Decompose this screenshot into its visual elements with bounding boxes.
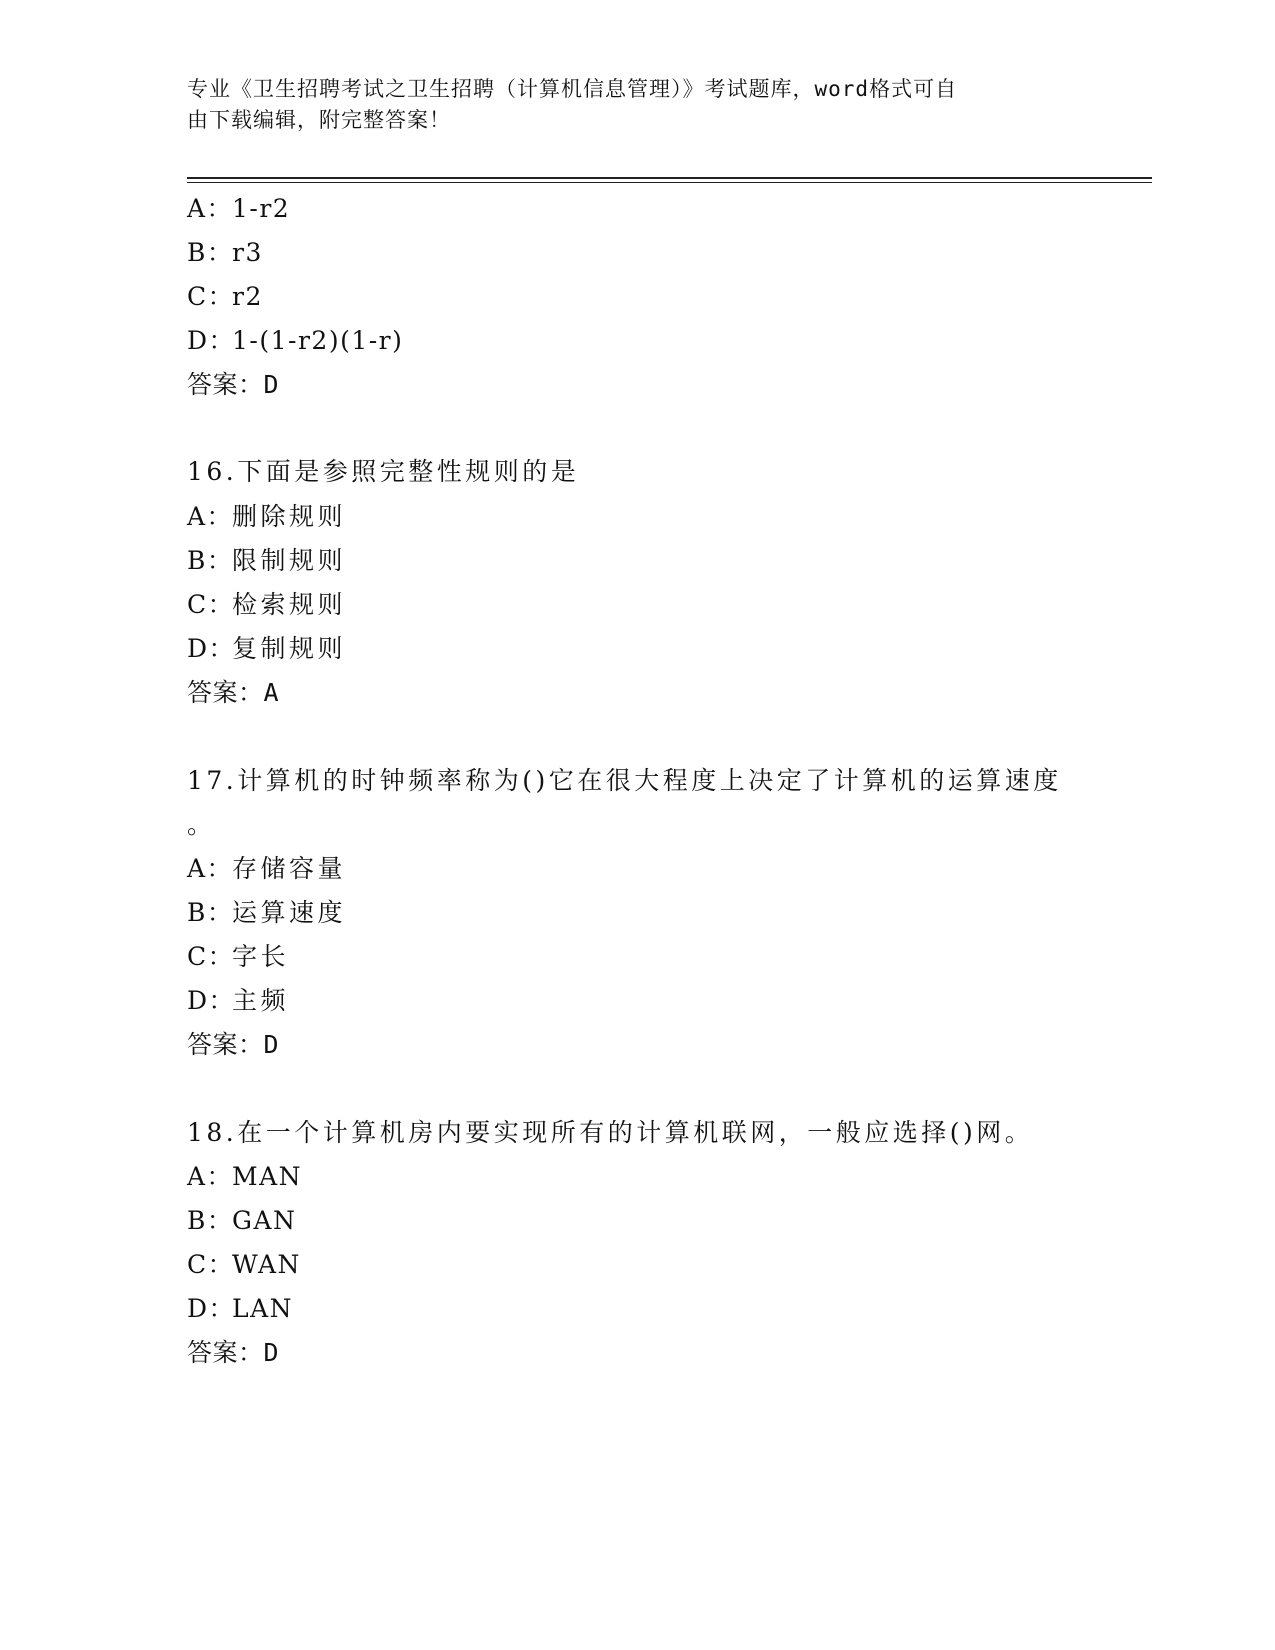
option-key: B：	[187, 898, 234, 927]
option-text: LAN	[232, 1294, 294, 1323]
option-key: A：	[187, 194, 234, 223]
q17-option-a	[187, 852, 346, 886]
q16-option-c	[187, 588, 346, 622]
q18-question: 18.在一个计算机房内要实现所有的计算机联网，一般应选择()网。	[187, 1118, 1034, 1147]
q16-question: 16.下面是参照完整性规则的是	[187, 457, 580, 486]
option-text: 1-(1-r2)(1-r)	[232, 326, 404, 355]
option-text: 复制规则	[232, 634, 347, 663]
q18-answer: 答案：D	[187, 1338, 280, 1367]
option-key: C：	[187, 942, 235, 971]
option-text: WAN	[232, 1250, 301, 1279]
option-text: 检索规则	[232, 590, 347, 619]
q17-option-b	[187, 896, 346, 930]
q15-answer: 答案：D	[187, 370, 280, 399]
document-header	[187, 74, 1067, 136]
q16-option-d	[187, 632, 346, 666]
option-text: r2	[232, 282, 263, 311]
q17-option-c	[187, 940, 289, 974]
option-key: B：	[187, 1206, 234, 1235]
option-key: C：	[187, 590, 235, 619]
option-key: C：	[187, 1250, 235, 1279]
header-divider-thick	[187, 177, 1152, 179]
q18-option-d	[187, 1292, 293, 1326]
option-key: A：	[187, 1162, 234, 1191]
header-divider-thin	[187, 182, 1152, 183]
q18-option-a	[187, 1160, 302, 1194]
q16-option-a	[187, 500, 346, 534]
option-key: D：	[187, 326, 236, 355]
option-text: r3	[232, 238, 263, 267]
option-key: A：	[187, 502, 234, 531]
header-line-2: 由下载编辑，附完整答案！	[187, 108, 451, 132]
q16-option-b	[187, 544, 346, 578]
option-text: 1-r2	[232, 194, 291, 223]
option-key: B：	[187, 238, 234, 267]
option-text: 主频	[232, 986, 290, 1015]
q15-option-b	[187, 236, 263, 270]
q18-option-c	[187, 1248, 301, 1282]
q17-question-line-1: 17.计算机的时钟频率称为()它在很大程度上决定了计算机的运算速度	[187, 766, 1062, 795]
q17-question-line-2: 。	[187, 810, 214, 839]
option-text: MAN	[232, 1162, 303, 1191]
option-key: B：	[187, 546, 234, 575]
header-line-1: 专业《卫生招聘考试之卫生招聘（计算机信息管理）》考试题库，word格式可自	[187, 77, 958, 101]
option-key: C：	[187, 282, 235, 311]
option-key: A：	[187, 854, 234, 883]
option-key: D：	[187, 1294, 236, 1323]
q17-option-d	[187, 984, 289, 1018]
option-text: 运算速度	[232, 898, 347, 927]
q15-option-c	[187, 280, 263, 314]
option-text: 删除规则	[232, 502, 347, 531]
option-key: D：	[187, 986, 236, 1015]
option-text: 字长	[232, 942, 290, 971]
option-text: 存储容量	[232, 854, 347, 883]
q16-answer: 答案：A	[187, 678, 280, 707]
option-key: D：	[187, 634, 236, 663]
q15-option-d	[187, 324, 403, 358]
option-text: GAN	[232, 1206, 297, 1235]
option-text: 限制规则	[232, 546, 347, 575]
q17-answer: 答案：D	[187, 1030, 280, 1059]
q18-option-b	[187, 1204, 296, 1238]
q15-option-a	[187, 192, 290, 226]
